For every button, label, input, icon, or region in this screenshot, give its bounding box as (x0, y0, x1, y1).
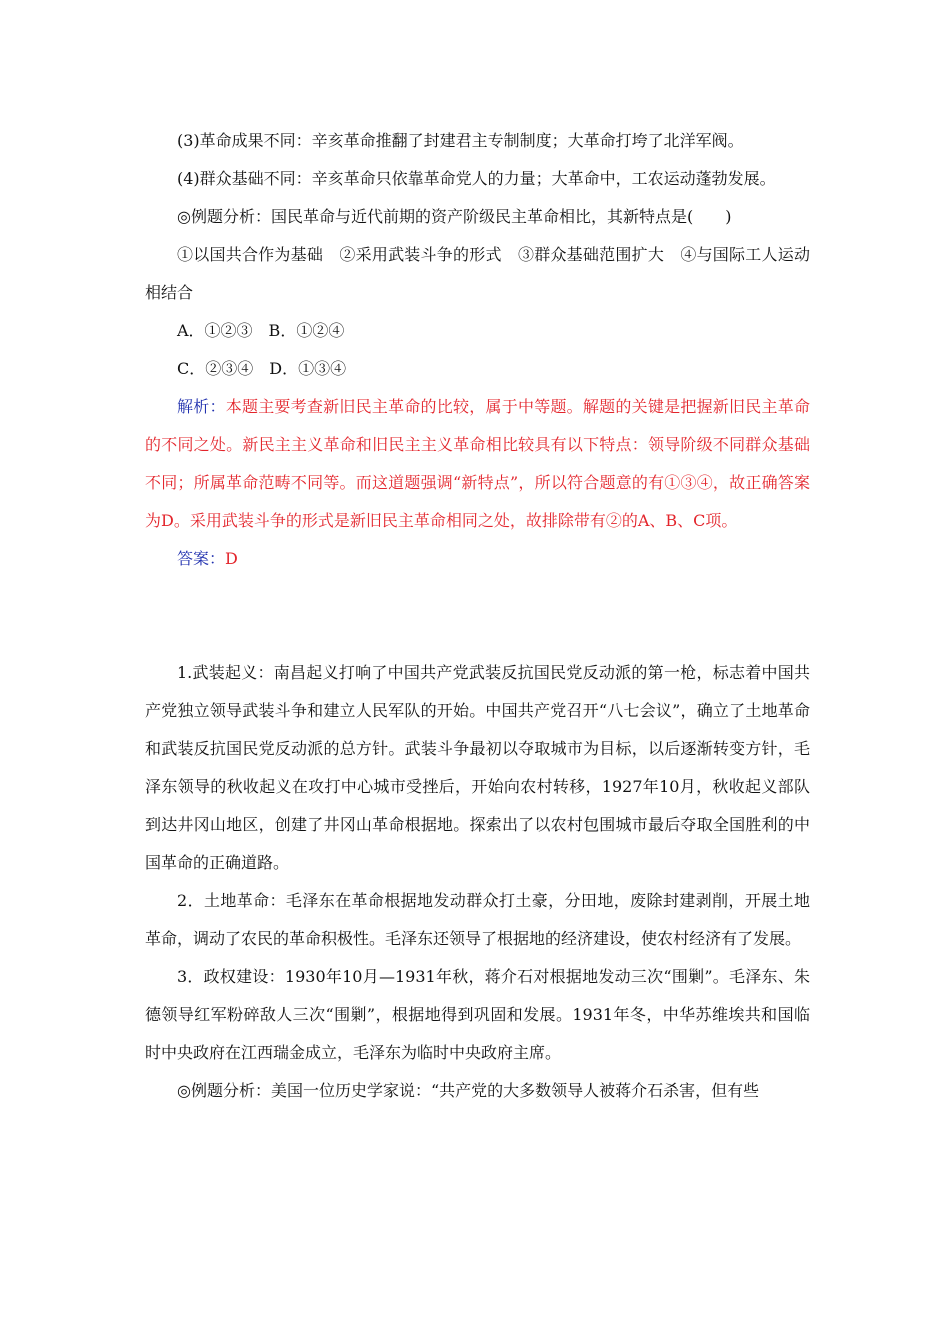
section-spacer (145, 578, 810, 654)
knowledge-point-3: 3．政权建设：1930年10月—1931年秋，蒋介石对根据地发动三次“围剿”。毛泽东、朱德领导红军粉碎敌人三次“围剿”，根据地得到巩固和发展。1931年冬，中华苏维埃共和国临时中央政府在江西瑞金成立，毛泽东为临时中央政府主席。 (145, 967, 810, 1062)
page-content (145, 122, 810, 1110)
intro-point-4: (4)群众基础不同：辛亥革命只依靠革命党人的力量；大革命中，工农运动蓬勃发展。 (177, 169, 776, 188)
answer-label: 答案： (177, 549, 226, 568)
analysis-paragraph (145, 388, 810, 540)
intro-point-3: (3)革命成果不同：辛亥革命推翻了封建君主专制制度；大革命打垮了北洋军阀。 (177, 131, 744, 150)
analysis-text: 本题主要考查新旧民主革命的比较，属于中等题。解题的关键是把握新旧民主革命的不同之处。新民主主义革命和旧民主主义革命相比较具有以下特点：领导阶级不同群众基础不同；所属革命范畴不同等。而这道题强调“新特点”，所以符合题意的有①③④，故正确答案为D。采用武装斗争的形式是新旧民主革命相同之处，故排除带有②的A、B、C项。 (145, 397, 810, 530)
knowledge-point-1: 1.武装起义：南昌起义打响了中国共产党武装反抗国民党反动派的第一枪，标志着中国共产党独立领导武装斗争和建立人民军队的开始。中国共产党召开“八七会议”，确立了土地革命和武装反抗国民党反动派的总方针。武装斗争最初以夺取城市为目标，以后逐渐转变方针，毛泽东领导的秋收起义在攻打中心城市受挫后，开始向农村转移，1927年10月，秋收起义部队到达井冈山地区，创建了井冈山革命根据地。探索出了以农村包围城市最后夺取全国胜利的中国革命的正确道路。 (145, 663, 810, 872)
option-c-d: C．②③④ D．①③④ (177, 359, 347, 378)
example-question: ◎例题分析：国民革命与近代前期的资产阶级民主革命相比，其新特点是( ) (177, 207, 732, 226)
answer-value: D (225, 549, 238, 568)
example-question-2: ◎例题分析：美国一位历史学家说：“共产党的大多数领导人被蒋介石杀害，但有些 (177, 1081, 760, 1100)
analysis-label: 解析： (177, 397, 226, 416)
knowledge-point-2: 2．土地革命：毛泽东在革命根据地发动群众打土豪，分田地，废除封建剥削，开展土地革命，调动了农民的革命积极性。毛泽东还领导了根据地的经济建设，使农村经济有了发展。 (145, 891, 810, 948)
option-a-b: A．①②③ B．①②④ (177, 321, 345, 340)
answer-line (145, 540, 810, 578)
example-statements: ①以国共合作为基础 ②采用武装斗争的形式 ③群众基础范围扩大 ④与国际工人运动相结合 (145, 245, 810, 302)
